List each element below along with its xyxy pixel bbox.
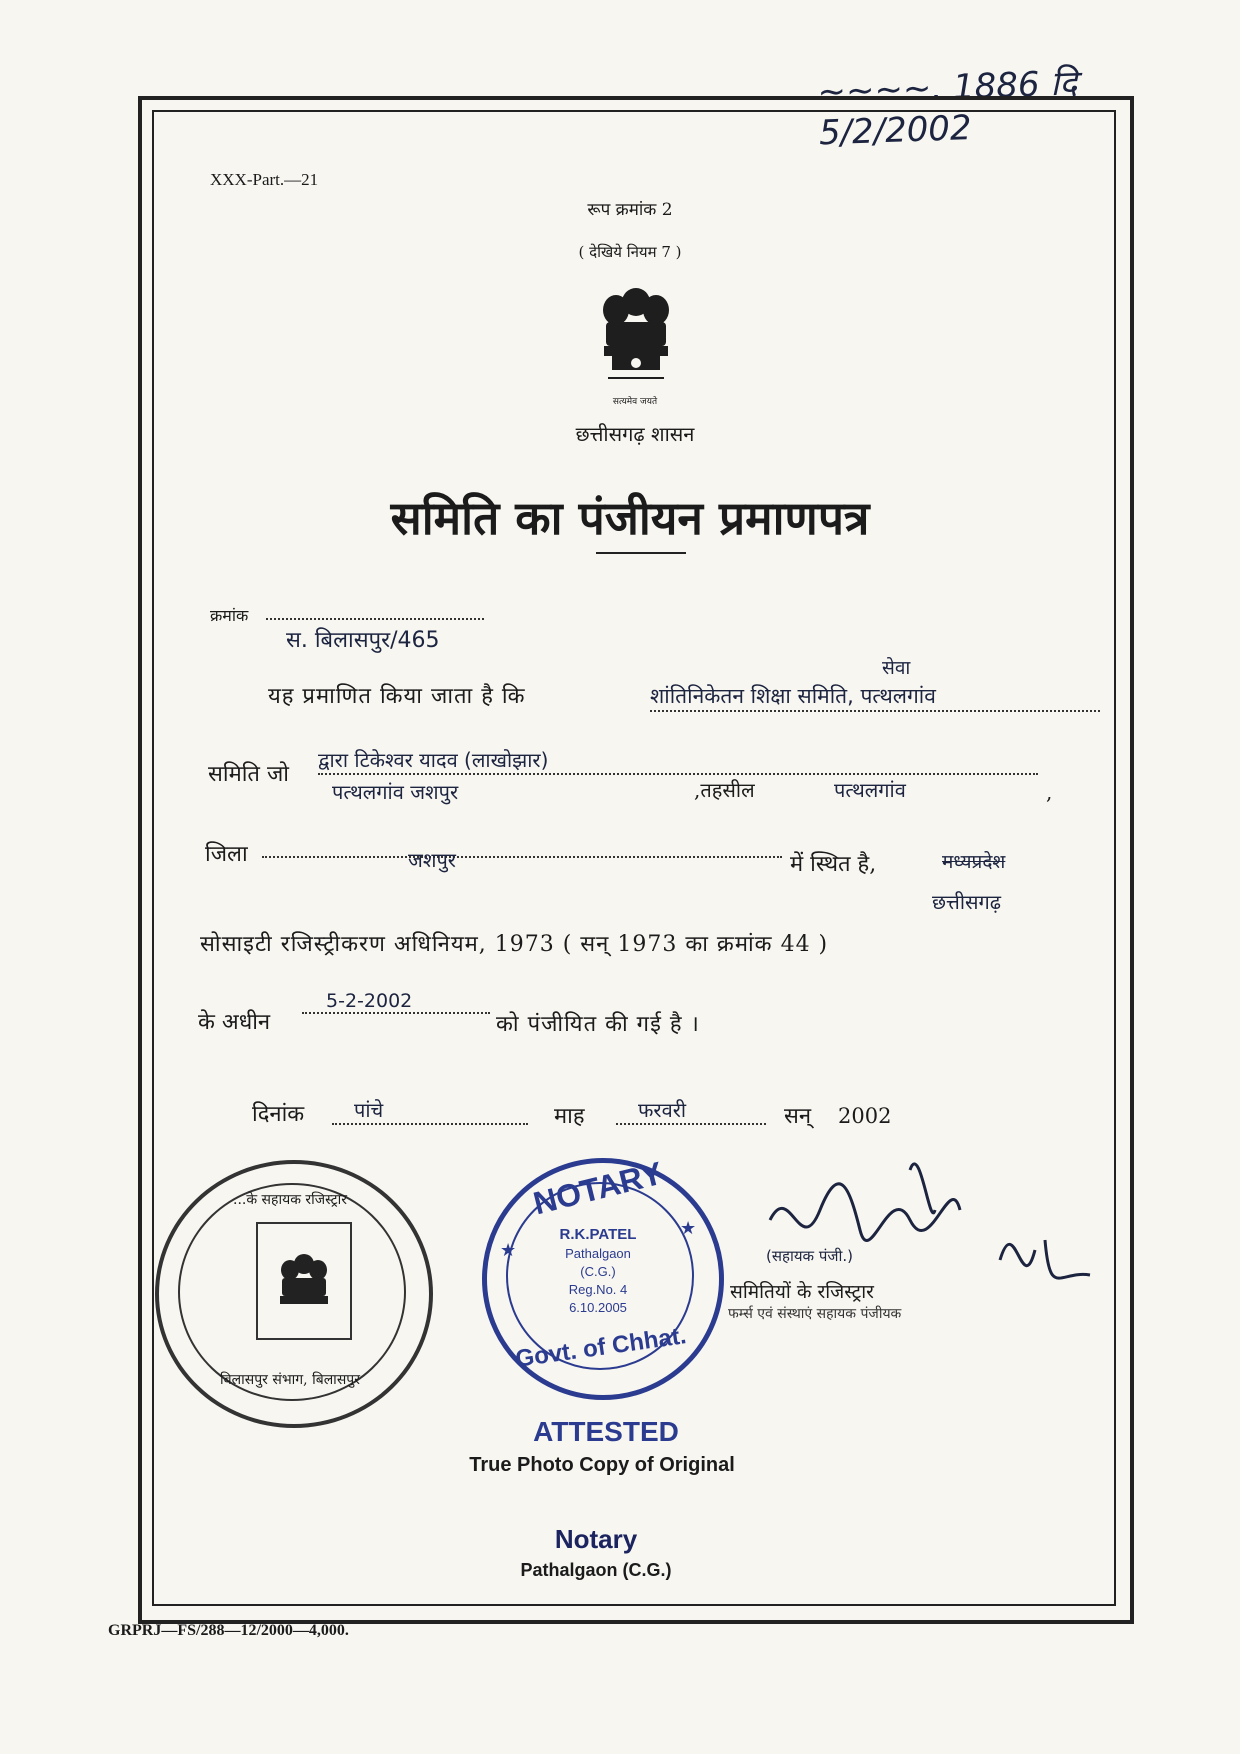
serial-dotted-line <box>266 614 484 620</box>
line1-value: शांतिनिकेतन शिक्षा समिति, पत्थलगांव <box>650 682 1100 712</box>
line2b-value: पत्थलगांव जशपुर <box>332 780 459 804</box>
notary-arc-bottom: Govt. of Chhat. <box>513 1322 688 1373</box>
notary-state: (C.G.) <box>580 1264 616 1279</box>
seal-emblem-box <box>256 1222 352 1340</box>
signature-designation-2: समितियों के रजिस्ट्रार <box>730 1281 874 1303</box>
tehsil-comma: , <box>1046 780 1053 804</box>
under-prefix: के अधीन <box>198 1010 271 1035</box>
month-value: फरवरी <box>616 1096 766 1125</box>
emblem-motto: सत्यमेव जयते <box>612 397 658 407</box>
under-suffix: को पंजीयित की गई है । <box>496 1012 700 1037</box>
notary-name: R.K.PATEL <box>559 1226 637 1243</box>
district-label: जिला <box>205 842 248 867</box>
act-line: सोसाइटी रजिस्ट्रीकरण अधिनियम, 1973 ( सन् 1973 का क्रमांक 44 ) <box>200 932 829 957</box>
true-copy-note: True Photo Copy of Original <box>469 1454 735 1476</box>
serial-label: क्रमांक <box>210 606 249 625</box>
state-emblem-icon <box>588 280 684 392</box>
year-label: सन् <box>784 1104 812 1129</box>
date-label: दिनांक <box>252 1102 305 1127</box>
star-icon: ★ <box>680 1218 697 1239</box>
see-rule: ( देखिये नियम 7 ) <box>578 243 682 261</box>
state-value: छत्तीसगढ़ <box>932 890 1002 914</box>
notary-place: Pathalgaon <box>565 1246 631 1261</box>
government-name: छत्तीसगढ़ शासन <box>575 422 695 446</box>
seal-text-top: ...के सहायक रजिस्ट्रार <box>233 1192 347 1208</box>
notary-title: Notary <box>554 1524 638 1554</box>
title-underline <box>596 552 686 554</box>
attested-label: ATTESTED <box>533 1416 679 1447</box>
notary-arc-top: NOTARY <box>529 1154 667 1222</box>
form-reference: XXX-Part.—21 <box>210 170 319 189</box>
line2-value: द्वारा टिकेश्वर यादव (लाखोझार) <box>318 746 1038 775</box>
line1-insert: सेवा <box>882 657 911 679</box>
form-number: रूप क्रमांक 2 <box>587 200 673 220</box>
top-handwritten-note: ~~~~. 1886 दि 5/2/2002 <box>816 63 1078 154</box>
serial-value: स. बिलासपुर/465 <box>286 628 440 653</box>
notary-reg: Reg.No. 4 <box>568 1282 628 1297</box>
month-label: माह <box>554 1104 585 1129</box>
star-icon: ★ <box>500 1240 517 1261</box>
tehsil-label: ,तहसील <box>694 778 755 802</box>
state-struck: मध्यप्रदेश <box>942 851 1006 873</box>
tehsil-value: पत्थलगांव <box>834 778 906 802</box>
seal-emblem-icon <box>258 1224 350 1338</box>
district-dotted-line <box>262 852 782 858</box>
line2-prefix: समिति जो <box>208 762 289 787</box>
print-footer: GRPRJ—FS/288—12/2000—4,000. <box>108 1622 349 1639</box>
district-value: जशपुर <box>408 848 456 872</box>
notary-date: 6.10.2005 <box>569 1300 627 1315</box>
certificate-title: समिति का पंजीयन प्रमाणपत्र <box>390 491 870 545</box>
line1-prefix: यह प्रमाणित किया जाता है कि <box>268 684 526 709</box>
seal-text-bottom: बिलासपुर संभाग, बिलासपुर <box>220 1372 360 1388</box>
under-date: 5-2-2002 <box>302 990 490 1014</box>
situated-text: में स्थित है, <box>790 852 877 877</box>
notary-place-footer: Pathalgaon (C.G.) <box>520 1560 672 1580</box>
date-value: पांचे <box>332 1096 528 1125</box>
signature-designation-3: फर्म्स एवं संस्थाएं सहायक पंजीयक <box>728 1306 902 1322</box>
year-value: 2002 <box>838 1104 892 1128</box>
signature-designation-1: (सहायक पंजी.) <box>766 1247 853 1265</box>
